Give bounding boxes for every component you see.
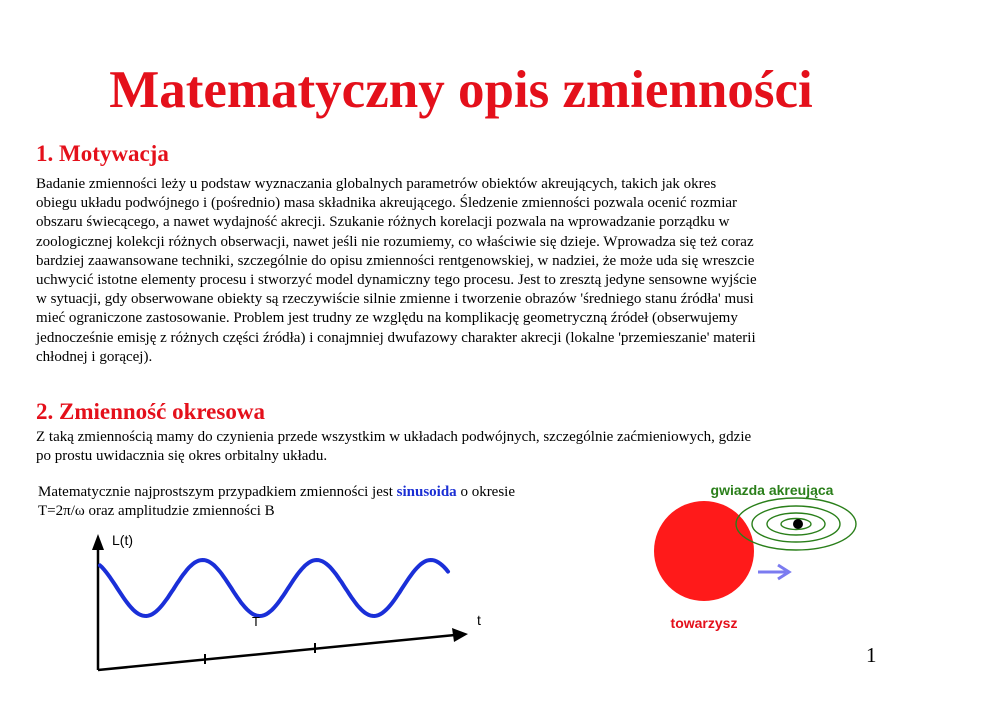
sinusoid-highlight: sinusoida xyxy=(396,484,457,500)
y-axis-label: L(t) xyxy=(112,532,133,548)
sinusoid-paragraph xyxy=(38,483,638,521)
text-line: jednocześnie emisję z różnych części źródła) i conajmniej dwufazowy charakter akrecji (lokalne 'przemieszanie' materii xyxy=(36,329,756,346)
text-line: T=2π/ω oraz amplitudzie zmienności B xyxy=(38,503,275,520)
period-label: T xyxy=(252,614,260,629)
binary-system-diagram xyxy=(648,476,868,636)
text-line: po prostu uwidacznia się okres orbitalny układu. xyxy=(36,448,328,465)
sine-curve xyxy=(100,560,448,616)
text-line: Badanie zmienności leży u podstaw wyznaczania globalnych parametrów obiektów akreujących, takich jak okres xyxy=(36,176,717,192)
text-line: mieć ograniczone zastosowanie. Problem jest trudny ze względu na komplikację geometryczną źródeł (obserwujemy xyxy=(36,310,738,327)
sinus-text-after: o okresie xyxy=(456,484,516,500)
text-line: uchwycić istotne elementy procesu i stworzyć model dynamiczny tego procesu. Jest to zresztą jedyne sensowne wyjście xyxy=(36,272,757,289)
sinus-text-before: Matematycznie najprostszym przypadkiem zmienności jest xyxy=(38,484,397,500)
text-line: w sytuacji, gdy obserwowane obiekty są rzeczywiście silnie zmienne i tworzenie obrazów 'średniego stanu źródła' musi xyxy=(36,291,754,308)
section-heading-periodic: 2. Zmienność okresowa xyxy=(36,399,265,424)
periodic-paragraph xyxy=(36,428,916,466)
text-line: obszaru świecącego, a nawet wydajność akrecji. Szukanie różnych korelacji pozwala na wprowadzanie porządku w xyxy=(36,214,730,231)
section-heading-motivation: 1. Motywacja xyxy=(36,141,169,166)
accretor-star xyxy=(793,519,803,529)
sinusoid-graph xyxy=(80,528,500,678)
text-line: chłodnej i gorącej). xyxy=(36,348,153,365)
accretor-label: gwiazda akreująca xyxy=(710,482,834,498)
page-title: Matematyczny opis zmienności xyxy=(109,61,813,119)
motivation-paragraph xyxy=(36,175,916,367)
text-line xyxy=(38,483,638,502)
companion-label: towarzysz xyxy=(670,615,738,631)
y-axis-arrowhead xyxy=(92,534,104,550)
x-axis-arrowhead xyxy=(452,628,468,642)
x-axis xyxy=(98,635,455,670)
text-line: obiegu układu podwójnego i (pośrednio) masa składnika akreującego. Śledzenie zmienności pozwala ocenić rozmiar xyxy=(36,195,738,212)
text-line: bardziej zaawansowane techniki, szczególnie do opisu zmienności rentgenowskiej, w nadziei, że może uda się wreszcie xyxy=(36,252,755,269)
text-line: zoologicznej kolekcji różnych obserwacji, nawet jeśli nie rozumiemy, co właściwie się dzieje. Wprowadza się też coraz xyxy=(36,233,754,250)
page-number: 1 xyxy=(866,643,877,667)
text-line: Z taką zmiennością mamy do czynienia przede wszystkim w układach podwójnych, szczególnie zaćmieniowych, gdzie xyxy=(36,429,752,445)
x-axis-label: t xyxy=(477,612,481,628)
